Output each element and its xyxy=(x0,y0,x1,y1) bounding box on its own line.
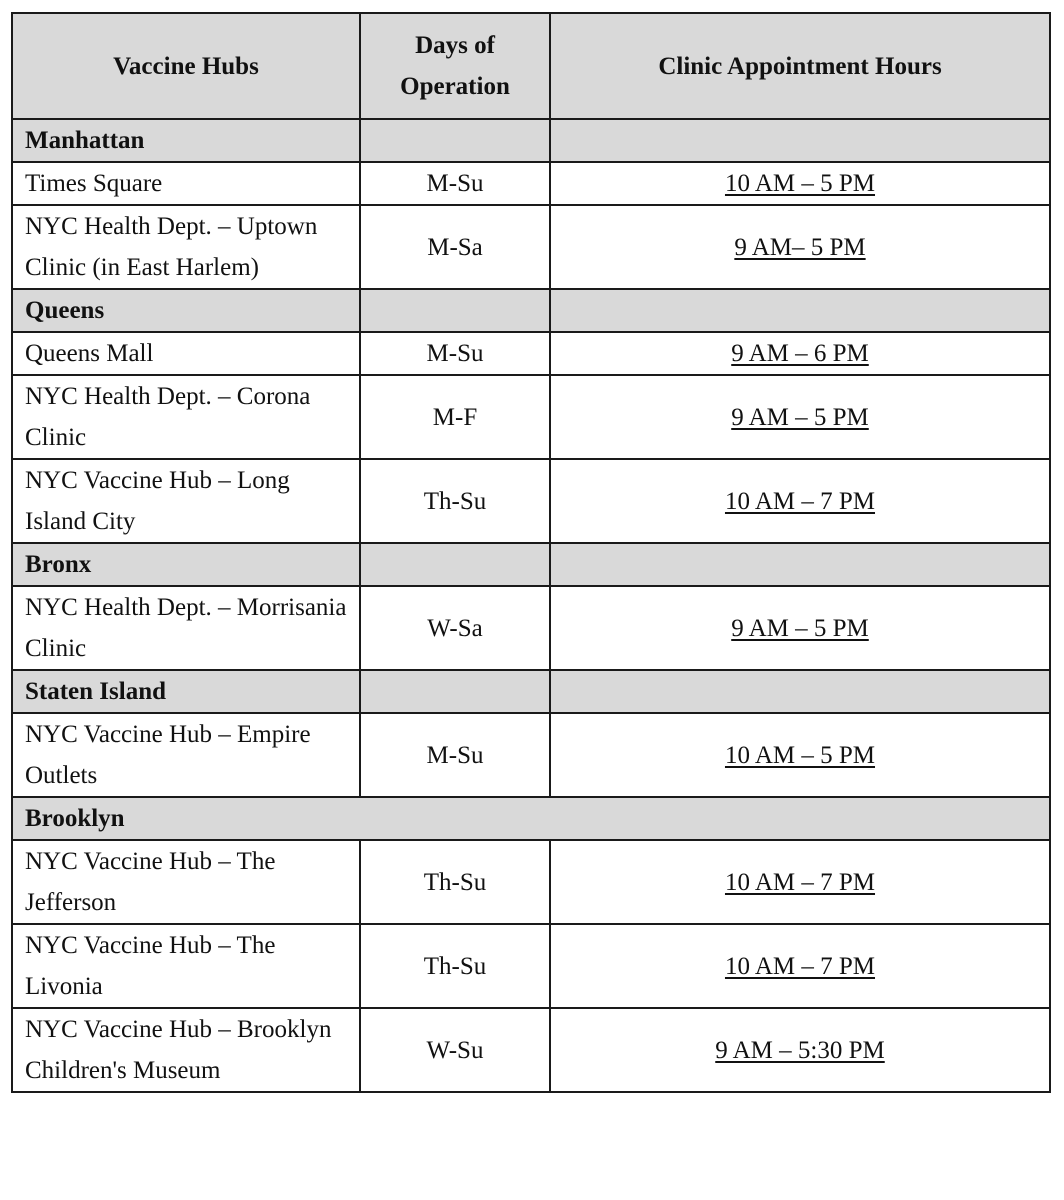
hub-days: M-Su xyxy=(360,332,550,375)
hub-name: NYC Vaccine Hub – The Livonia xyxy=(12,924,360,1008)
hub-hours-cell xyxy=(550,459,1050,543)
borough-days-empty xyxy=(360,289,550,332)
hub-days: W-Su xyxy=(360,1008,550,1092)
hub-hours-cell xyxy=(550,713,1050,797)
borough-days-empty xyxy=(360,670,550,713)
hub-hours-cell xyxy=(550,924,1050,1008)
hub-days: Th-Su xyxy=(360,840,550,924)
hub-hours-link[interactable]: 9 AM– 5 PM xyxy=(734,233,866,261)
hub-name: Queens Mall xyxy=(12,332,360,375)
borough-row xyxy=(12,119,1050,162)
borough-days-empty xyxy=(360,543,550,586)
header-vaccine-hubs: Vaccine Hubs xyxy=(12,13,360,119)
hub-row xyxy=(12,205,1050,289)
hub-row xyxy=(12,586,1050,670)
borough-name: Bronx xyxy=(12,543,360,586)
hub-days: M-Su xyxy=(360,713,550,797)
hub-hours-cell xyxy=(550,375,1050,459)
hub-hours-link[interactable]: 10 AM – 7 PM xyxy=(724,487,876,515)
hub-row xyxy=(12,375,1050,459)
hub-days: M-F xyxy=(360,375,550,459)
borough-hours-empty xyxy=(550,289,1050,332)
hub-hours-link[interactable]: 9 AM – 5:30 PM xyxy=(715,1036,885,1064)
borough-row xyxy=(12,797,1050,840)
hub-row xyxy=(12,924,1050,1008)
borough-name: Manhattan xyxy=(12,119,360,162)
hub-days: M-Sa xyxy=(360,205,550,289)
header-days-line1: Days of xyxy=(415,32,495,59)
hub-name: NYC Health Dept. – Morrisania Clinic xyxy=(12,586,360,670)
hub-hours-link[interactable]: 10 AM – 7 PM xyxy=(724,868,876,896)
borough-name: Queens xyxy=(12,289,360,332)
header-days-line2: Operation xyxy=(400,73,510,100)
hub-name: NYC Vaccine Hub – Empire Outlets xyxy=(12,713,360,797)
hub-hours-cell xyxy=(550,332,1050,375)
hub-name: NYC Health Dept. – Uptown Clinic (in East Harlem) xyxy=(12,205,360,289)
borough-row xyxy=(12,289,1050,332)
header-days-of-operation xyxy=(360,13,550,119)
hub-hours-link[interactable]: 9 AM – 5 PM xyxy=(731,403,869,431)
borough-days-empty xyxy=(360,119,550,162)
hub-name: NYC Vaccine Hub – The Jefferson xyxy=(12,840,360,924)
vaccine-hubs-table xyxy=(11,12,1051,1093)
hub-name: NYC Vaccine Hub – Brooklyn Children's Museum xyxy=(12,1008,360,1092)
borough-row xyxy=(12,670,1050,713)
hub-row xyxy=(12,332,1050,375)
header-row xyxy=(12,13,1050,119)
hub-row xyxy=(12,1008,1050,1092)
borough-row xyxy=(12,543,1050,586)
hub-name: NYC Vaccine Hub – Long Island City xyxy=(12,459,360,543)
hub-row xyxy=(12,713,1050,797)
hub-name: Times Square xyxy=(12,162,360,205)
hub-name: NYC Health Dept. – Corona Clinic xyxy=(12,375,360,459)
hub-row xyxy=(12,459,1050,543)
hub-row xyxy=(12,840,1050,924)
borough-hours-empty xyxy=(550,119,1050,162)
hub-row xyxy=(12,162,1050,205)
borough-hours-empty xyxy=(550,543,1050,586)
hub-hours-cell xyxy=(550,586,1050,670)
hub-hours-link[interactable]: 10 AM – 7 PM xyxy=(724,952,876,980)
hub-hours-link[interactable]: 9 AM – 6 PM xyxy=(731,340,869,367)
hub-hours-cell xyxy=(550,162,1050,205)
table-body xyxy=(12,119,1050,1092)
hub-hours-cell xyxy=(550,840,1050,924)
borough-hours-empty xyxy=(550,670,1050,713)
hub-hours-cell xyxy=(550,205,1050,289)
hub-days: Th-Su xyxy=(360,459,550,543)
header-clinic-hours: Clinic Appointment Hours xyxy=(550,13,1050,119)
borough-name: Brooklyn xyxy=(12,797,1050,840)
hub-days: Th-Su xyxy=(360,924,550,1008)
hub-days: M-Su xyxy=(360,162,550,205)
borough-name: Staten Island xyxy=(12,670,360,713)
hub-hours-link[interactable]: 10 AM – 5 PM xyxy=(724,741,876,769)
hub-days: W-Sa xyxy=(360,586,550,670)
hub-hours-link[interactable]: 9 AM – 5 PM xyxy=(731,614,869,642)
hub-hours-cell xyxy=(550,1008,1050,1092)
hub-hours-link[interactable]: 10 AM – 5 PM xyxy=(724,170,876,197)
